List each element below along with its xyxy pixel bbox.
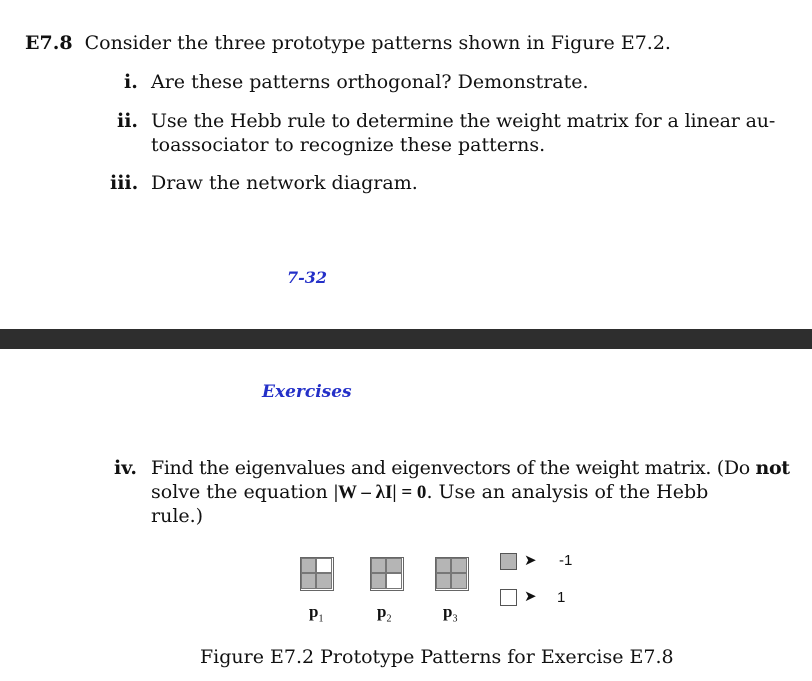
item-label-iv: iv. — [114, 457, 137, 479]
pattern-p3 — [435, 557, 469, 591]
legend-value-pos: 1 — [557, 589, 566, 606]
pattern-p3-cell-bl — [436, 573, 451, 589]
item-text-iii: Draw the network diagram. — [151, 172, 418, 194]
exercise-number: E7.8 — [25, 32, 73, 54]
figure-caption: Figure E7.2 Prototype Patterns for Exercise E7.8 — [200, 646, 674, 668]
pattern-p2 — [370, 557, 404, 591]
pattern-label-p3-letter: p — [443, 602, 453, 621]
pattern-label-p1 — [309, 602, 323, 624]
legend-swatch-gray — [500, 553, 517, 570]
pattern-p3-cell-tl — [436, 558, 451, 573]
pattern-label-p2-letter: p — [377, 602, 387, 621]
pattern-p2-cell-br — [386, 573, 402, 589]
pattern-p3-cell-tr — [451, 558, 467, 573]
exercise-intro: Consider the three prototype patterns shown in Figure E7.2. — [84, 32, 671, 54]
pattern-p1 — [300, 557, 334, 591]
item-text-ii-line1: Use the Hebb rule to determine the weight matrix for a linear au- — [151, 110, 776, 132]
item-iv-line1-text: Find the eigenvalues and eigenvectors of the weight matrix. (Do — [151, 457, 756, 479]
item-text-iv-line1 — [151, 456, 790, 480]
pattern-label-p1-letter: p — [309, 602, 319, 621]
item-label-iii: iii. — [110, 172, 139, 194]
section-header: Exercises — [262, 382, 352, 402]
pattern-p1-cell-tl — [301, 558, 316, 573]
pattern-p2-cell-tr — [386, 558, 402, 573]
item-label-i: i. — [124, 71, 138, 93]
legend-arrow-icon: ➤ — [524, 587, 537, 605]
pattern-label-p2-sub: 2 — [386, 613, 392, 625]
legend-value-neg: -1 — [559, 552, 573, 569]
item-text-i: Are these patterns orthogonal? Demonstrate. — [151, 71, 589, 93]
pattern-label-p2 — [377, 602, 391, 624]
pattern-p1-cell-br — [316, 573, 332, 589]
pattern-p2-cell-bl — [371, 573, 386, 589]
pattern-p2-cell-tl — [371, 558, 386, 573]
page-number: 7-32 — [287, 268, 328, 287]
legend-swatch-white — [500, 589, 517, 606]
pattern-p1-cell-bl — [301, 573, 316, 589]
item-iv-emphasis: not — [755, 457, 790, 479]
pattern-label-p3-sub: 3 — [452, 613, 458, 625]
item-text-iv-line2 — [151, 480, 708, 505]
item-text-ii-line2: toassociator to recognize these patterns. — [151, 134, 546, 156]
legend-arrow-icon: ➤ — [524, 551, 537, 569]
item-iv-line2-text: solve the equation — [151, 481, 334, 503]
item-iv-line2-text-b: . Use an analysis of the Hebb — [426, 481, 709, 503]
item-label-ii: ii. — [117, 110, 139, 132]
eigen-equation: |W – λI| = 0 — [333, 482, 427, 503]
pattern-p3-cell-br — [451, 573, 467, 589]
item-text-iv-line3: rule.) — [151, 505, 204, 527]
pattern-label-p3 — [443, 602, 457, 624]
exercise-block — [25, 31, 671, 55]
pattern-label-p1-sub: 1 — [318, 613, 324, 625]
pattern-p1-cell-tr — [316, 558, 332, 573]
page-divider — [0, 329, 812, 349]
